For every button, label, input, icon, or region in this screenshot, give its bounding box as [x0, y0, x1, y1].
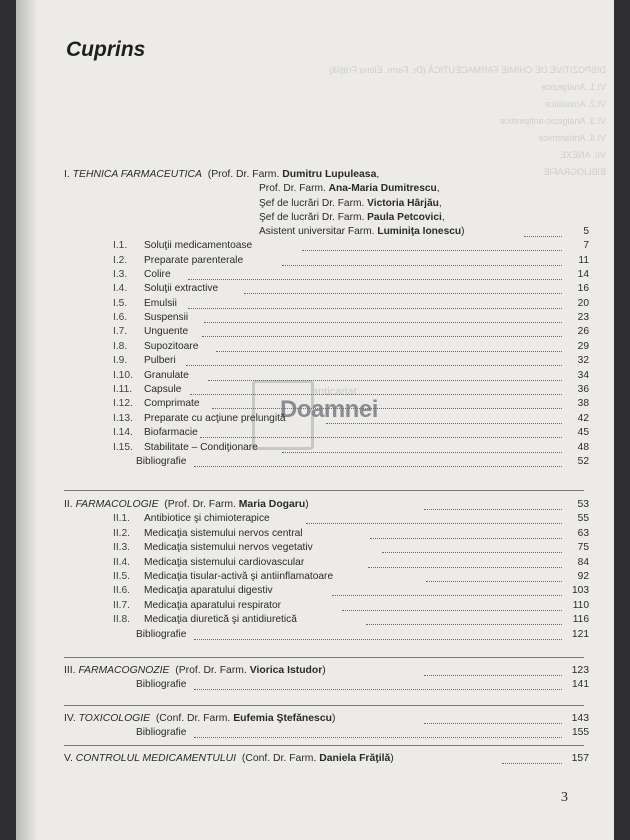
author-name: Ana-Maria Dumitrescu — [328, 183, 437, 195]
dot-leader — [424, 509, 562, 510]
author-name: Maria Dogaru — [238, 499, 306, 510]
author-entry — [259, 225, 465, 239]
page-ref: 143 — [571, 713, 589, 724]
author-title: Şef de lucrări Dr. Farm. — [259, 211, 365, 223]
page-ref: 121 — [572, 628, 589, 640]
page-ref: 103 — [572, 585, 589, 597]
author-line — [16, 225, 614, 239]
toc-entry[interactable] — [16, 239, 614, 253]
dot-leader — [204, 322, 562, 323]
entry-label: Pulberi — [144, 355, 176, 367]
dot-leader — [216, 351, 562, 352]
author-name: Viorica Istudor — [249, 665, 323, 676]
author-suffix: , — [441, 211, 445, 223]
page-ref: 48 — [577, 441, 589, 453]
dot-leader — [244, 293, 562, 294]
entry-number: II.6. — [113, 585, 130, 597]
dot-leader — [382, 552, 562, 553]
page-ref: 38 — [577, 398, 589, 410]
entry-number: I.5. — [113, 297, 128, 309]
toc-entry[interactable] — [16, 354, 614, 368]
toc-entry[interactable] — [16, 426, 614, 440]
entry-number: I.2. — [113, 254, 128, 266]
chapter-heading[interactable] — [16, 498, 614, 512]
chapter-heading[interactable] — [16, 664, 614, 678]
dot-leader — [368, 567, 562, 568]
entry-label: Medicaţia sistemului cardiovascular — [144, 556, 305, 568]
toc-entry[interactable] — [16, 628, 614, 642]
toc-entry[interactable] — [16, 556, 614, 570]
toc-entry[interactable] — [16, 268, 614, 282]
entry-label: Antibiotice şi chimioterapice — [144, 513, 270, 525]
toc-entry[interactable] — [16, 325, 614, 339]
dot-leader — [208, 380, 562, 381]
page-ref: 32 — [577, 355, 589, 367]
chapter-title — [64, 712, 335, 726]
toc-entry[interactable] — [16, 340, 614, 354]
page-ref: 23 — [577, 312, 589, 324]
author-name: Daniela Frăţilă — [319, 753, 391, 764]
entry-number: II.4. — [113, 556, 130, 568]
author-line — [16, 211, 614, 225]
entry-number: I.14. — [113, 427, 133, 439]
page-ref: 11 — [578, 254, 589, 266]
dot-leader — [186, 365, 562, 366]
page-ref: 20 — [577, 297, 589, 309]
entry-number: II.8. — [113, 614, 130, 626]
chapter-title — [64, 752, 394, 766]
page-ref: 75 — [577, 542, 589, 554]
dot-leader — [370, 538, 562, 539]
page-ref: 14 — [577, 268, 589, 280]
entry-number: I.10. — [113, 369, 133, 381]
page-ref: 29 — [577, 340, 589, 352]
entry-number: I.8. — [113, 340, 128, 352]
section-divider — [64, 657, 584, 658]
toc-entry[interactable] — [16, 297, 614, 311]
author-title: (Prof. Dr. Farm. — [207, 169, 280, 180]
watermark-logo-text: Doamnei — [280, 396, 378, 423]
chapter-title-text: TEHNICA FARMACEUTICA — [72, 169, 202, 180]
toc-entry[interactable] — [16, 383, 614, 397]
page-ref: 155 — [572, 727, 589, 739]
toc-entry[interactable] — [16, 527, 614, 541]
toc-entry[interactable] — [16, 570, 614, 584]
ghost-line: VI.4. Antiaritmice — [538, 133, 606, 143]
page-ref: 110 — [572, 599, 589, 611]
chapter-heading[interactable] — [16, 712, 614, 726]
entry-label: Bibliografie — [136, 727, 187, 739]
entry-label: Soluţii extractive — [144, 283, 219, 295]
entry-number: I.11. — [113, 384, 133, 396]
ghost-line: VI.1. Analgezice — [541, 82, 606, 92]
entry-label: Bibliografie — [136, 679, 187, 691]
watermark-small-text: anticariat — [312, 386, 357, 398]
author-suffix: ) — [390, 753, 394, 764]
page-ref: 26 — [577, 326, 589, 338]
ghost-line: VI.2. Anxiolitice — [544, 99, 606, 109]
chapter-number: III. — [64, 665, 76, 676]
toc-entry[interactable] — [16, 412, 614, 426]
page-ref: 34 — [577, 369, 589, 381]
chapter-heading[interactable] — [16, 752, 614, 766]
entry-number: I.7. — [113, 326, 128, 338]
dot-leader — [332, 595, 562, 596]
page-ref: 84 — [577, 556, 589, 568]
toc-entry[interactable] — [16, 397, 614, 411]
toc-entry[interactable] — [16, 613, 614, 627]
dot-leader — [202, 336, 562, 337]
dot-leader — [188, 279, 562, 280]
author-name: Luminiţa Ionescu — [377, 225, 462, 237]
author-suffix: ) — [331, 713, 336, 724]
page-ref: 141 — [572, 679, 589, 691]
toc-entry[interactable] — [16, 455, 614, 469]
toc-entry[interactable] — [16, 369, 614, 383]
entry-number: II.2. — [113, 527, 130, 539]
dot-leader — [194, 466, 562, 467]
author-title: (Conf. Dr. Farm. — [241, 753, 317, 764]
author-line — [16, 197, 614, 211]
entry-label: Suspensii — [144, 312, 189, 324]
author-suffix: ) — [305, 499, 309, 510]
dot-leader — [326, 423, 562, 424]
dot-leader — [424, 675, 562, 676]
entry-label: Preparate cu acţiune prelungită — [144, 412, 286, 424]
entry-number: I.15. — [113, 441, 133, 453]
chapter-title-text: FARMACOLOGIE — [75, 499, 159, 510]
author-title: Asistent universitar Farm. — [259, 225, 375, 237]
author-title: Prof. Dr. Farm. — [259, 183, 326, 195]
chapter-number: V. — [64, 753, 73, 764]
ghost-line: VII. ANEXE — [559, 150, 606, 160]
entry-label: Medicaţia tisular-activă şi antiinflamatoare — [144, 570, 334, 582]
dot-leader — [194, 639, 562, 640]
entry-label: Bibliografie — [136, 628, 187, 640]
entry-label: Medicaţia aparatului respirator — [144, 599, 282, 611]
chapter-number: I. — [64, 169, 70, 180]
chapter-title — [64, 168, 379, 182]
ghost-line: VI.3. Analgezic-antipiretice — [499, 116, 606, 126]
author-title: (Conf. Dr. Farm. — [155, 713, 231, 724]
page-title: Cuprins — [66, 38, 146, 61]
entry-number: II.1. — [113, 513, 130, 525]
page-ref: 7 — [583, 240, 589, 252]
page-ref: 36 — [577, 384, 589, 396]
dot-leader — [366, 624, 562, 625]
toc-entry[interactable] — [16, 584, 614, 598]
entry-label: Medicaţia diuretică şi antidiuretică — [144, 614, 297, 626]
entry-label: Medicaţia sistemului nervos central — [144, 527, 303, 539]
entry-label: Medicaţia aparatului digestiv — [144, 585, 273, 597]
author-suffix: , — [438, 197, 442, 209]
entry-label: Colire — [144, 268, 171, 280]
chapter-title — [64, 498, 309, 512]
page-ref: 42 — [577, 412, 589, 424]
toc-entry[interactable] — [16, 678, 614, 692]
entry-label: Soluţii medicamentoase — [144, 240, 253, 252]
entry-label: Stabilitate – Condiţionare — [144, 441, 258, 453]
chapter-title — [64, 664, 326, 678]
ghost-line: BIBLIOGRAFIE — [543, 167, 606, 177]
entry-number: I.9. — [113, 355, 128, 367]
page-ref: 63 — [577, 527, 589, 539]
page-ref: 157 — [571, 753, 589, 764]
author-suffix: , — [376, 169, 380, 180]
chapter-title-text: CONTROLUL MEDICAMENTULUI — [75, 753, 237, 764]
page-ref: 116 — [572, 614, 589, 626]
entry-number: II.3. — [113, 542, 130, 554]
entry-number: I.12. — [113, 398, 133, 410]
author-name: Dumitru Lupuleasa — [282, 169, 377, 180]
dot-leader — [342, 610, 562, 611]
entry-label: Preparate parenterale — [144, 254, 244, 266]
author-name: Victoria Hârjău — [367, 197, 439, 209]
entry-label: Granulate — [144, 369, 189, 381]
author-entry — [259, 182, 440, 196]
entry-label: Emulsii — [144, 297, 177, 309]
toc-entry[interactable] — [16, 282, 614, 296]
chapter-title-text: FARMACOGNOZIE — [78, 665, 170, 676]
chapter-heading[interactable] — [16, 168, 614, 182]
book-page — [16, 0, 614, 840]
entry-label: Unguente — [144, 326, 189, 338]
dot-leader — [306, 523, 562, 524]
entry-label: Biofarmacie — [144, 427, 198, 439]
chapter-number: II. — [64, 499, 73, 510]
entry-label: Medicaţia sistemului nervos vegetativ — [144, 542, 313, 554]
page-ref: 52 — [577, 456, 589, 467]
entry-number: I.3. — [113, 268, 128, 280]
section-divider — [64, 490, 584, 491]
section-divider — [64, 705, 584, 706]
page-number: 3 — [561, 790, 568, 805]
author-title: Şef de lucrări Dr. Farm. — [259, 197, 365, 209]
toc-section — [16, 498, 614, 642]
entry-label: Bibliografie — [136, 456, 187, 467]
ghost-line: DISPOZITIVE DE CHIMIE FARMACEUTICĂ (Dr. Farm. Elena Frăţilă) — [328, 65, 606, 75]
toc-entry[interactable] — [16, 541, 614, 555]
toc-section — [16, 168, 614, 469]
toc-entry[interactable] — [16, 512, 614, 526]
dot-leader — [190, 394, 562, 395]
entry-label: Capsule — [144, 384, 182, 396]
entry-number: I.6. — [113, 312, 128, 324]
author-line — [16, 182, 614, 196]
dot-leader — [302, 250, 562, 251]
entry-number: II.5. — [113, 570, 130, 582]
dot-leader — [212, 408, 562, 409]
page-ref: 5 — [583, 225, 589, 237]
toc-entry[interactable] — [16, 311, 614, 325]
dot-leader — [282, 452, 562, 453]
dot-leader — [282, 265, 562, 266]
toc-section — [16, 712, 614, 741]
toc-entry[interactable] — [16, 599, 614, 613]
dot-leader — [194, 737, 562, 738]
author-title: (Prof. Dr. Farm. — [164, 499, 236, 510]
page-ref: 92 — [577, 570, 589, 582]
section-divider — [64, 745, 584, 746]
author-suffix: ) — [322, 665, 326, 676]
entry-number: I.1. — [113, 240, 128, 252]
page-ref: 53 — [577, 499, 589, 510]
dot-leader — [188, 308, 562, 309]
dot-leader — [194, 689, 562, 690]
author-suffix: ) — [461, 225, 465, 237]
author-name: Paula Petcovici — [367, 211, 442, 223]
entry-number: I.4. — [113, 283, 128, 295]
dot-leader — [200, 437, 562, 438]
chapter-number: IV. — [64, 713, 76, 724]
page-ref: 123 — [571, 665, 589, 676]
entry-label: Supozitoare — [144, 340, 199, 352]
author-entry — [259, 211, 445, 225]
page-ref: 16 — [577, 283, 589, 295]
author-suffix: , — [436, 183, 440, 195]
toc-entry[interactable] — [16, 441, 614, 455]
entry-number: I.13. — [113, 412, 133, 424]
author-entry — [259, 197, 442, 211]
author-name: Eufemia Ştefănescu — [233, 713, 332, 724]
toc-entry[interactable] — [16, 254, 614, 268]
dot-leader — [426, 581, 562, 582]
chapter-title-text: TOXICOLOGIE — [78, 713, 151, 724]
author-title: (Prof. Dr. Farm. — [175, 665, 247, 676]
toc-section — [16, 752, 614, 766]
toc-entry[interactable] — [16, 726, 614, 740]
toc-section — [16, 664, 614, 693]
page-ref: 55 — [577, 513, 589, 525]
entry-number: II.7. — [113, 599, 130, 611]
dot-leader — [424, 723, 562, 724]
entry-label: Comprimate — [144, 398, 200, 410]
page-ref: 45 — [577, 427, 589, 439]
